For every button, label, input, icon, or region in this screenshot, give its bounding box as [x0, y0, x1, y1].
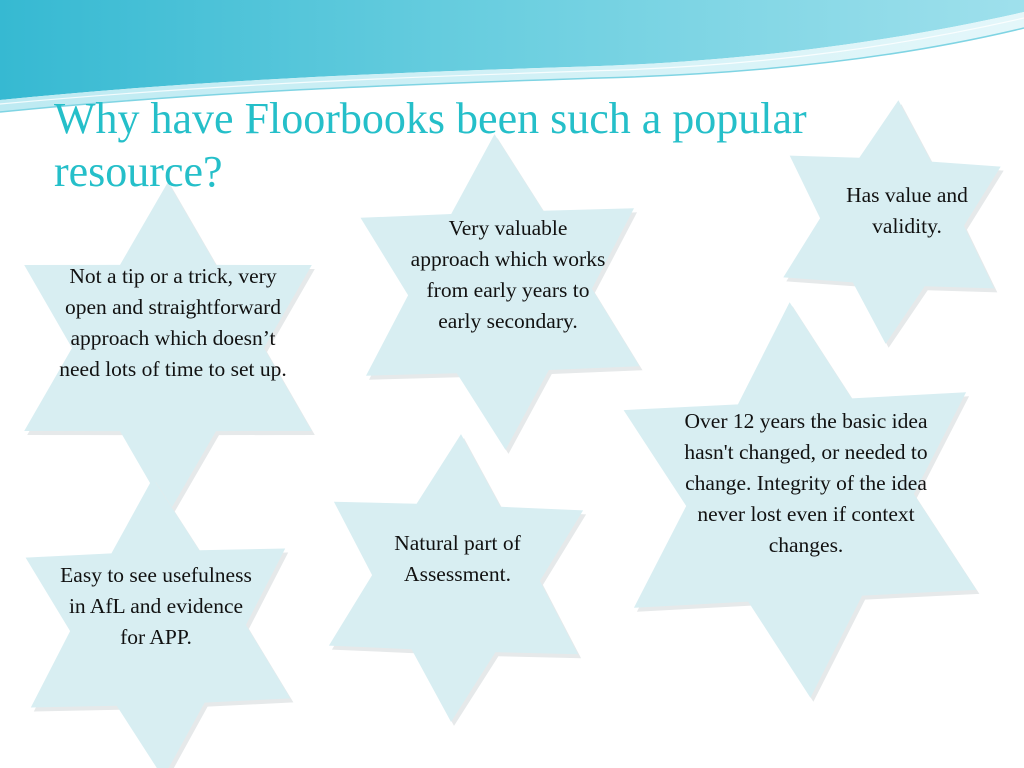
star-text-not-a-tip: Not a tip or a trick, very open and straightforward approach which doesn’t need lots of time to set up. — [59, 264, 287, 381]
star-text-over-12-years: Over 12 years the basic idea hasn't changed, or needed to change. Integrity of the idea never lost even if context changes. — [684, 409, 928, 557]
slide-title: Why have Floorbooks been such a popular resource? — [54, 94, 807, 196]
star-text-very-valuable: Very valuable approach which works from early years to early secondary. — [410, 216, 606, 333]
star-text-easy-to-see: Easy to see usefulness in AfL and evidence for APP. — [60, 563, 252, 649]
star-text-natural-part: Natural part of Assessment. — [394, 531, 521, 586]
star-text-has-value: Has value and validity. — [846, 183, 968, 238]
